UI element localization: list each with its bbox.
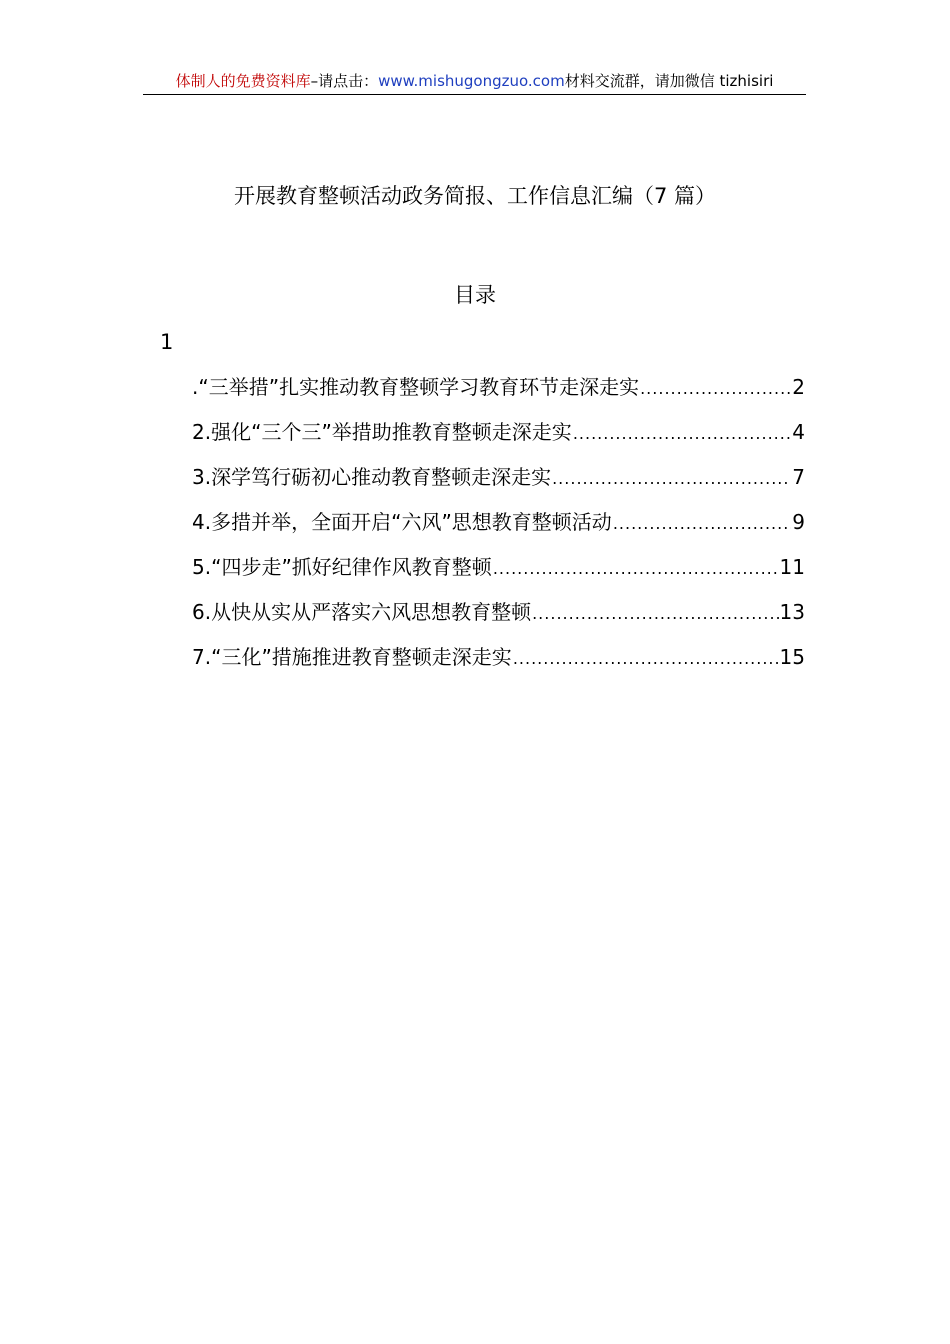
toc-leader-dots (573, 414, 791, 454)
toc-entry[interactable] (192, 637, 805, 682)
header-prompt: –请点击： (310, 72, 379, 90)
toc-entry-title: 7.“三化”措施推进教育整顿走深走实 (192, 645, 512, 669)
toc-entry-title: 5.“四步走”抓好纪律作风教育整顿 (192, 555, 492, 579)
toc-leader-dots (493, 549, 779, 589)
toc-entry-page: 2 (792, 375, 805, 399)
header-url-link[interactable]: www.mishugongzuo.com (378, 72, 565, 90)
document-title: 开展教育整顿活动政务简报、工作信息汇编（7 篇） (233, 184, 717, 208)
toc-entry-page: 4 (792, 420, 805, 444)
table-of-contents (192, 367, 805, 682)
toc-leader-dots (552, 459, 791, 499)
toc-entry-title: 2.强化“三个三”举措助推教育整顿走深走实 (192, 420, 572, 444)
header-suffix: 材料交流群，请加微信 tizhisiri (564, 72, 774, 90)
toc-entry-title: 3.深学笃行砺初心推动教育整顿走深走实 (192, 465, 552, 489)
toc-leader-dots (613, 504, 791, 544)
toc-heading: 目录 (454, 283, 496, 307)
toc-entry-page: 9 (792, 510, 805, 534)
toc-entry[interactable] (192, 502, 805, 547)
stray-number: 1 (160, 330, 174, 354)
toc-entry[interactable] (192, 547, 805, 592)
toc-entry-title: 6.从快从实从严落实六风思想教育整顿 (192, 600, 532, 624)
toc-leader-dots (513, 639, 779, 679)
toc-entry-page: 11 (779, 555, 805, 579)
toc-entry[interactable] (192, 367, 805, 412)
toc-entry-page: 7 (792, 465, 805, 489)
toc-entry[interactable] (192, 592, 805, 637)
page-header (143, 70, 806, 95)
header-brand: 体制人的免费资料库 (175, 72, 311, 90)
toc-entry-page: 13 (779, 600, 805, 624)
toc-leader-dots (640, 369, 791, 409)
toc-leader-dots (532, 594, 778, 634)
toc-entry-title: 4.多措并举，全面开启“六风”思想教育整顿活动 (192, 510, 612, 534)
toc-entry[interactable] (192, 457, 805, 502)
toc-entry[interactable] (192, 412, 805, 457)
toc-entry-page: 15 (779, 645, 805, 669)
toc-entry-title: .“三举措”扎实推动教育整顿学习教育环节走深走实 (192, 375, 640, 399)
